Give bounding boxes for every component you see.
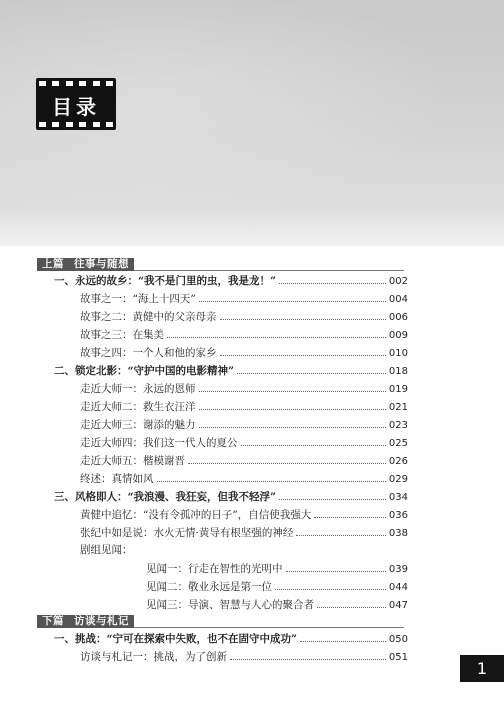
toc-entry[interactable]: 张纪中如是说：水火无情·黄导有根坚强的神经 038 bbox=[80, 524, 408, 540]
toc-entry-section[interactable]: 一、挑战：“宁可在探索中失败，也不在固守中成功” 050 bbox=[54, 630, 408, 646]
toc-entry[interactable]: 走近大师一：永远的恩师 019 bbox=[80, 380, 408, 396]
toc-entry-group-label: 剧组见闻： bbox=[80, 544, 133, 556]
toc-title-badge bbox=[36, 78, 116, 130]
page-number-tab: 1 bbox=[460, 655, 504, 682]
part-heading-2: 下篇 访谈与札记 bbox=[37, 615, 134, 628]
toc-entry[interactable]: 故事之三：在集美 009 bbox=[80, 326, 408, 342]
toc-entry-section[interactable]: 二、锁定北影：“守护中国的电影精神” 018 bbox=[54, 362, 408, 378]
toc-entry[interactable]: 黄健中追忆：“没有令孤冲的日子”，自信使我强大 036 bbox=[80, 506, 408, 522]
toc-entry[interactable]: 访谈与札记一：挑战，为了创新 051 bbox=[80, 648, 408, 664]
toc-entry-section[interactable]: 一、永远的故乡：“我不是门里的虫，我是龙！” 002 bbox=[54, 272, 408, 288]
toc-entry[interactable]: 走近大师二：救生衣汪洋 021 bbox=[80, 398, 408, 414]
film-strip-holes bbox=[39, 122, 113, 127]
toc-entry[interactable]: 故事之四：一个人和他的家乡 010 bbox=[80, 344, 408, 360]
toc-entry-section[interactable]: 三、风格即人：“我浪漫、我狂妄，但我不轻浮” 034 bbox=[54, 488, 408, 504]
toc-entry[interactable]: 故事之一：“海上十四天” 004 bbox=[80, 290, 408, 306]
toc-entry[interactable]: 走近大师四：我们这一代人的夏公 025 bbox=[80, 434, 408, 450]
toc-entry[interactable]: 走近大师五：楷模谢晋 026 bbox=[80, 452, 408, 468]
toc-entry[interactable]: 见闻二：敬业永远是第一位 044 bbox=[146, 578, 408, 594]
part-heading-1: 上篇 往事与随想 bbox=[37, 258, 134, 271]
film-strip-holes bbox=[39, 81, 113, 86]
toc-entry[interactable]: 见闻三：导演、智慧与人心的聚合者 047 bbox=[146, 596, 408, 612]
header-banner bbox=[0, 0, 504, 246]
page-title: 目录 bbox=[52, 95, 100, 119]
toc-entry[interactable]: 见闻一：行走在智性的光明中 039 bbox=[146, 560, 408, 576]
toc-entry[interactable]: 终述：真情如风 029 bbox=[80, 470, 408, 486]
toc-entry[interactable]: 走近大师三：谢添的魅力 023 bbox=[80, 416, 408, 432]
toc-entry[interactable]: 故事之二：黄健中的父亲母亲 006 bbox=[80, 308, 408, 324]
